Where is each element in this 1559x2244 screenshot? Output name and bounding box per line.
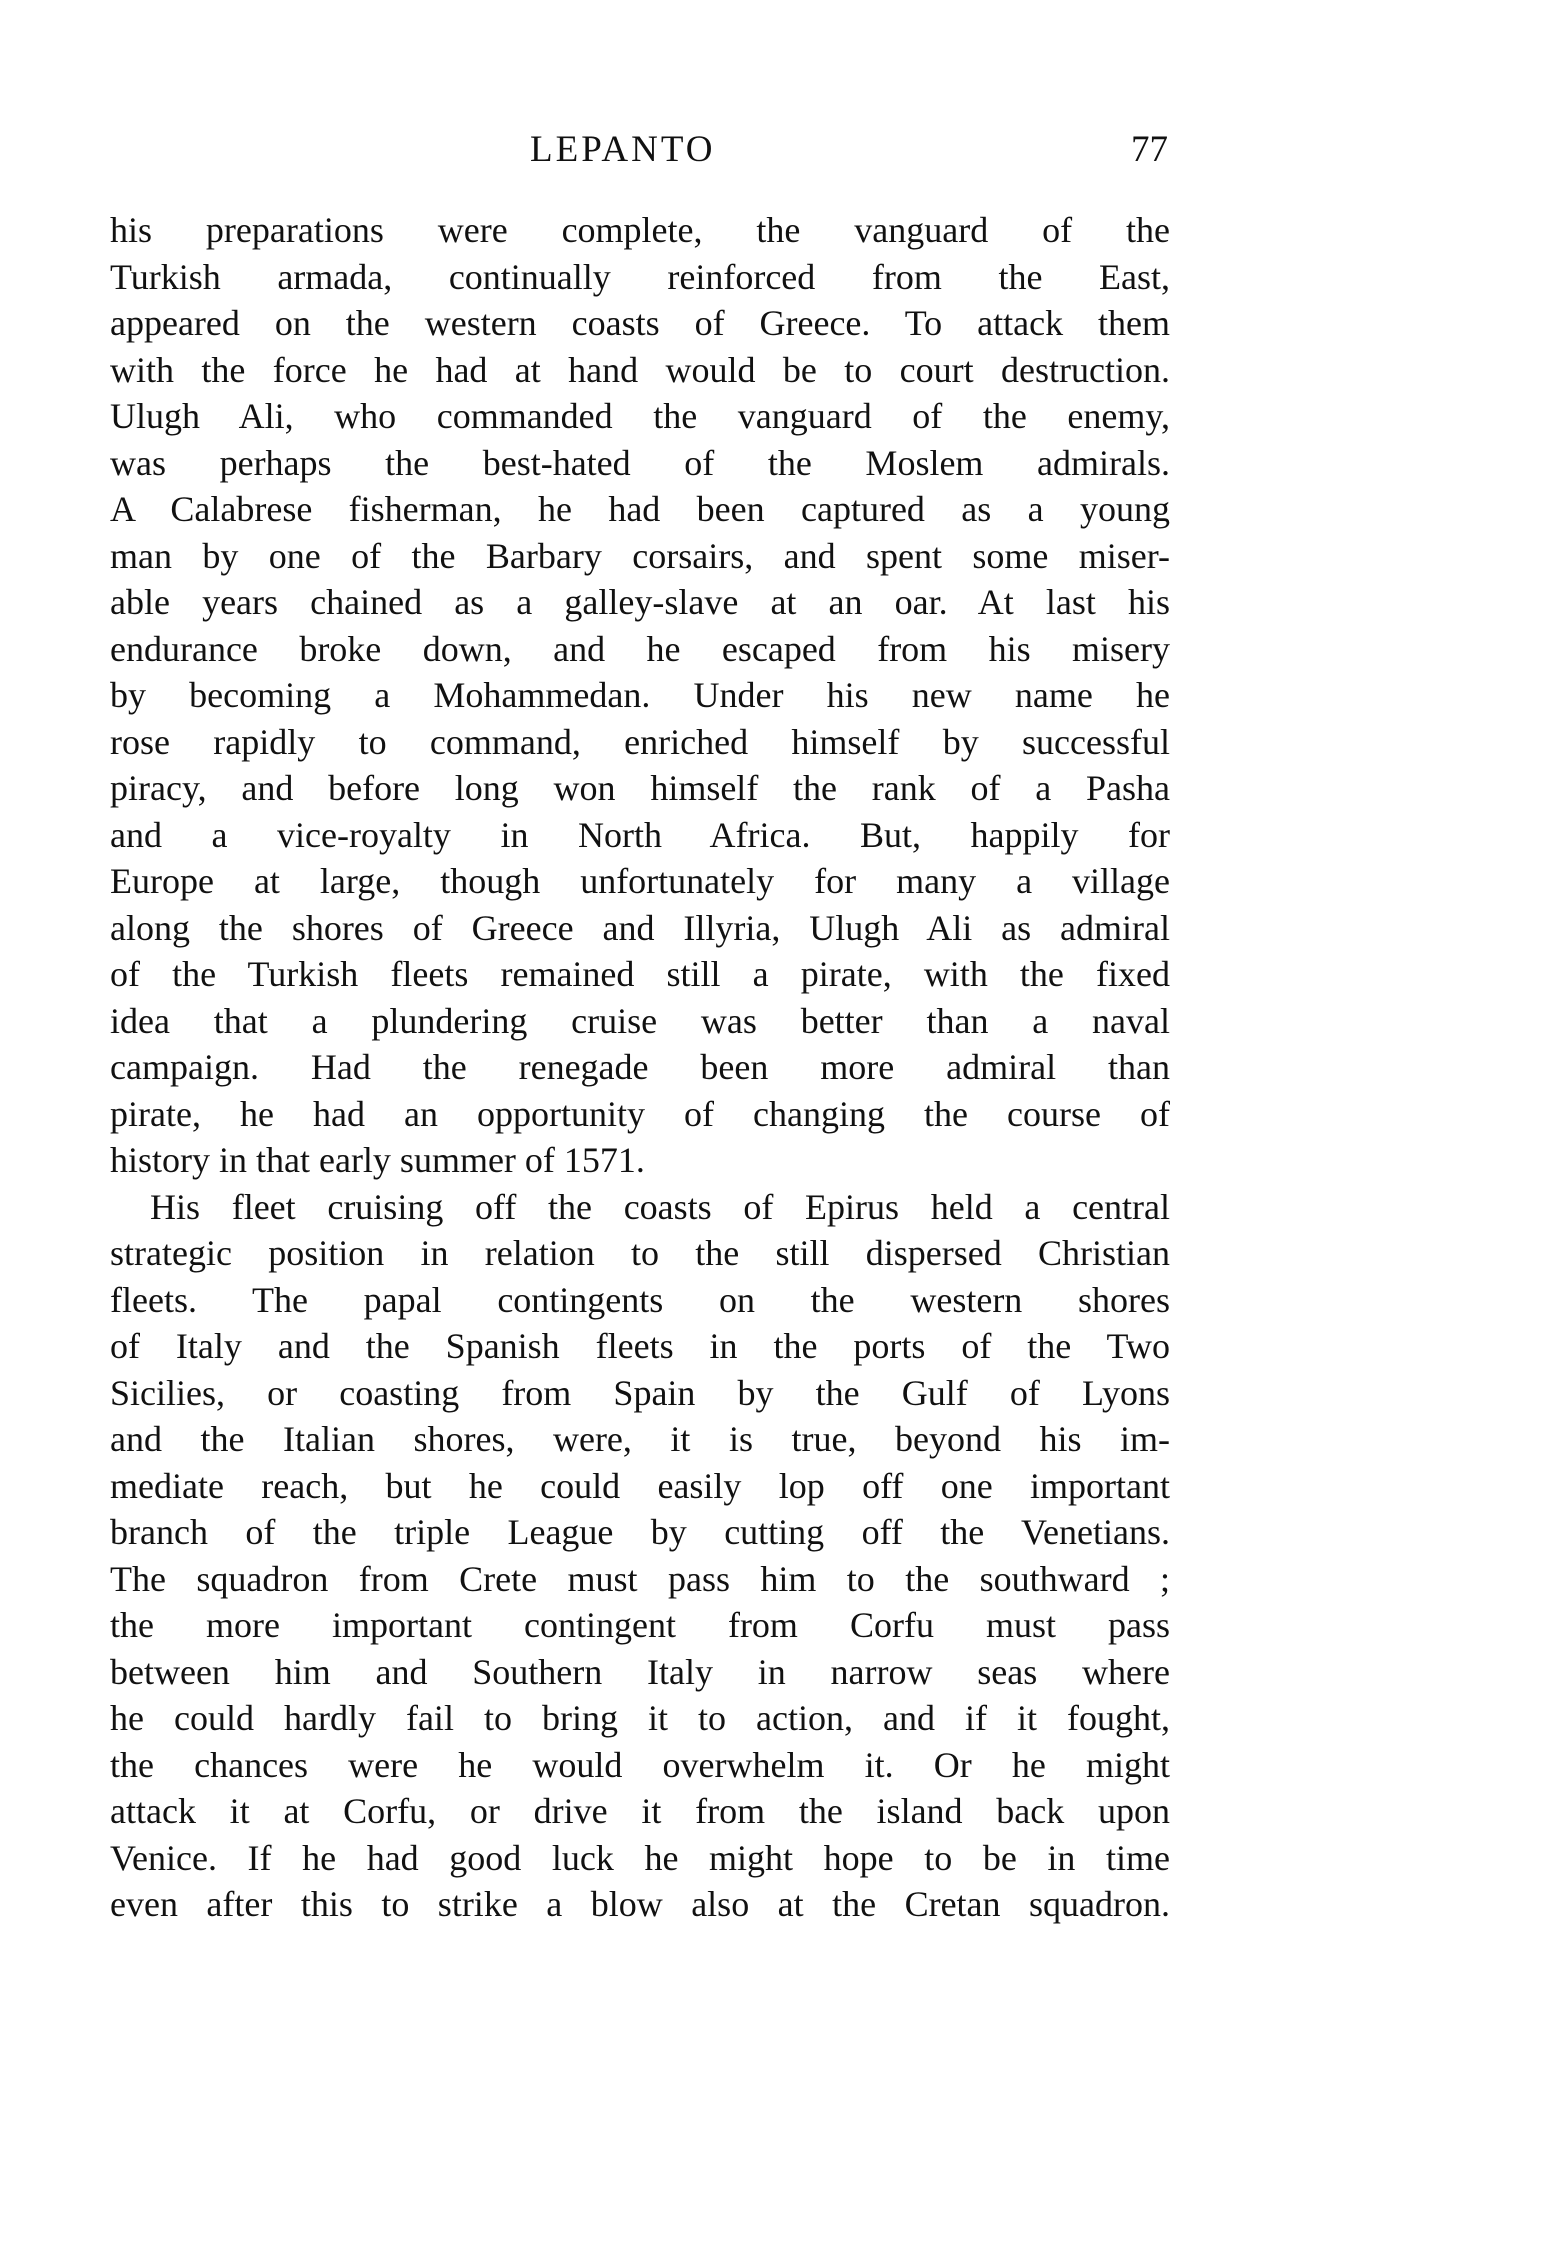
text-line: fleets. The papal contingents on the western shores [110,1279,1170,1320]
text-line: of the Turkish fleets remained still a pirate, with the fixed [110,954,1170,994]
text-line: Europe at large, though unfortunately for many a village [110,861,1170,901]
text-line: he could hardly fail to bring it to action, and if it fought, [110,1698,1170,1738]
text-line: his preparations were complete, the vanguard of the [110,210,1170,250]
text-line: attack it at Corfu, or drive it from the island back upon [110,1791,1170,1831]
text-line: history in that early summer of 1571. [110,1140,645,1180]
text-line: idea that a plundering cruise was better than a naval [110,1000,1170,1041]
text-line: pirate, he had an opportunity of changing the course of [110,1093,1170,1134]
text-line: along the shores of Greece and Illyria, Ulugh Ali as admiral [110,907,1170,948]
body-text [110,207,1170,1928]
text-line: and the Italian shores, were, it is true, beyond his im- [110,1419,1170,1459]
text-line: between him and Southern Italy in narrow seas where [110,1651,1170,1692]
text-line: the more important contingent from Corfu must pass [110,1605,1170,1645]
text-line: able years chained as a galley-slave at an oar. At last his [110,582,1170,622]
text-line: and a vice-royalty in North Africa. But, happily for [110,814,1170,855]
chapter-title: LEPANTO [530,129,716,170]
text-line: man by one of the Barbary corsairs, and spent some miser- [110,535,1170,576]
text-line: mediate reach, but he could easily lop off one important [110,1465,1170,1506]
text-line: A Calabrese fisherman, he had been captured as a young [110,489,1170,529]
text-line: The squadron from Crete must pass him to the southward ; [110,1558,1170,1599]
text-line: by becoming a Mohammedan. Under his new name he [110,675,1170,715]
running-head [112,128,1168,178]
text-line: piracy, and before long won himself the rank of a Pasha [110,768,1170,808]
text-line: of Italy and the Spanish fleets in the ports of the Two [110,1326,1170,1366]
text-line: Venice. If he had good luck he might hope to be in time [110,1837,1170,1878]
text-line: endurance broke down, and he escaped from his misery [110,628,1170,669]
text-line: with the force he had at hand would be to court destruction. [110,349,1170,390]
text-line: appeared on the western coasts of Greece. To attack them [110,303,1170,343]
paragraph [110,207,1170,1184]
text-line: even after this to strike a blow also at the Cretan squadron. [110,1884,1170,1924]
page-number: 77 [1131,129,1168,170]
text-line: was perhaps the best-hated of the Moslem admirals. [110,442,1170,483]
text-line: strategic position in relation to the still dispersed Christian [110,1233,1170,1273]
text-line: branch of the triple League by cutting off the Venetians. [110,1512,1170,1552]
text-line: Ulugh Ali, who commanded the vanguard of the enemy, [110,396,1170,436]
text-line: the chances were he would overwhelm it. Or he might [110,1744,1170,1785]
paragraph [110,1184,1170,1928]
text-line: Turkish armada, continually reinforced from the East, [110,256,1170,297]
text-line: campaign. Had the renegade been more admiral than [110,1047,1170,1087]
text-line: Sicilies, or coasting from Spain by the Gulf of Lyons [110,1372,1170,1413]
text-line: His fleet cruising off the coasts of Epirus held a central [150,1186,1170,1227]
text-line: rose rapidly to command, enriched himself by successful [110,721,1170,762]
